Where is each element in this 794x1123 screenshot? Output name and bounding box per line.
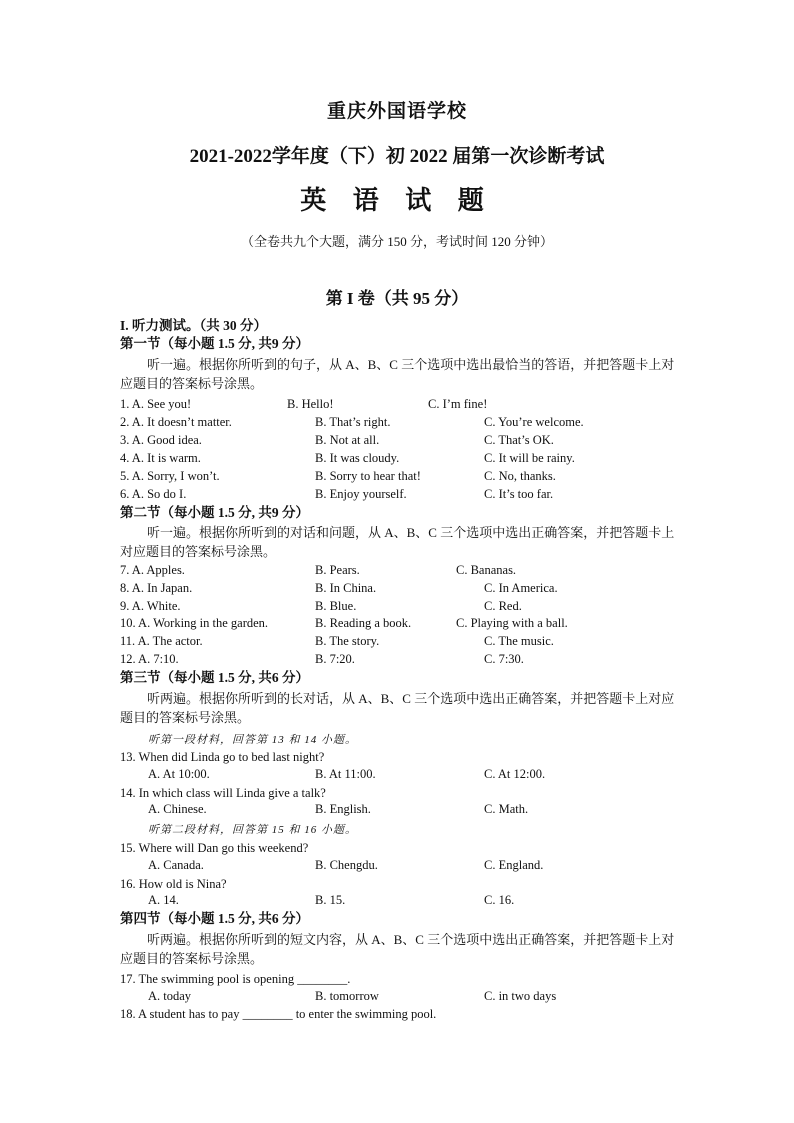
question-16: 16. How old is Nina? [120,877,227,891]
question-1-c: C. I’m fine! [428,397,488,411]
question-3-b: B. Not at all. [315,433,380,447]
section1-instructions: 听一遍。根据你所听到的句子，从 A、B、C 三个选项中选出最恰当的答语，并把答题卡上对应题目的答案标号涂黑。 [120,357,675,391]
question-2-a: 2. A. It doesn’t matter. [120,415,232,429]
question-12-c: C. 7:30. [484,652,524,666]
question-7-c: C. Bananas. [456,563,517,577]
question-2-c: C. You’re welcome. [484,415,584,429]
question-17-b: B. tomorrow [315,989,379,1003]
question-17: 17. The swimming pool is opening ________. [120,972,351,986]
section3-instructions: 听两遍。根据你所听到的长对话，从 A、B、C 三个选项中选出正确答案，并把答题卡上对应题目的答案标号涂黑。 [120,691,675,725]
question-5-b: B. Sorry to hear that! [315,469,421,483]
question-13-a: A. At 10:00. [148,767,210,781]
question-9-c: C. Red. [484,599,522,613]
question-14-a: A. Chinese. [148,802,207,816]
section4-title: 第四节（每小题 1.5 分, 共6 分） [120,911,309,926]
question-15-b: B. Chengdu. [315,858,378,872]
school-name: 重庆外国语学校 [326,101,467,122]
section4-instructions: 听两遍。根据你所听到的短文内容，从 A、B、C 三个选项中选出正确答案，并把答题卡上对应题目的答案标号涂黑。 [120,932,675,966]
section3-note-2: 听第二段材料，回答第 15 和 16 小题。 [148,824,357,836]
question-13-c: C. At 12:00. [484,767,546,781]
question-3-a: 3. A. Good idea. [120,433,202,447]
section1-title: 第一节（每小题 1.5 分, 共9 分） [120,336,309,351]
question-15-a: A. Canada. [148,858,204,872]
question-18: 18. A student has to pay ________ to enter the swimming pool. [120,1007,437,1021]
question-17-a: A. today [148,989,192,1003]
question-14-c: C. Math. [484,802,529,816]
question-12-a: 12. A. 7:10. [120,652,179,666]
question-7-a: 7. A. Apples. [120,563,185,577]
exam-title: 2021-2022学年度（下）初 2022 届第一次诊断考试 [189,146,605,167]
volume-title: 第 I 卷（共 95 分） [325,289,469,308]
question-17-c: C. in two days [484,989,557,1003]
question-10-c: C. Playing with a ball. [456,616,568,630]
question-16-c: C. 16. [484,893,515,907]
question-13-b: B. At 11:00. [315,767,376,781]
question-1-a: 1. A. See you! [120,397,192,411]
question-10-b: B. Reading a book. [315,616,412,630]
question-8-b: B. In China. [315,581,377,595]
section2-title: 第二节（每小题 1.5 分, 共9 分） [120,505,309,520]
question-16-a: A. 14. [148,893,179,907]
question-9-b: B. Blue. [315,599,357,613]
question-14-b: B. English. [315,802,371,816]
question-10-a: 10. A. Working in the garden. [120,616,269,630]
section3-title: 第三节（每小题 1.5 分, 共6 分） [120,670,309,685]
question-14: 14. In which class will Linda give a talk? [120,786,326,800]
section3-note-1: 听第一段材料，回答第 13 和 14 小题。 [148,734,357,746]
question-4-c: C. It will be rainy. [484,451,575,465]
question-6-b: B. Enjoy yourself. [315,487,407,501]
question-2-b: B. That’s right. [315,415,391,429]
question-6-a: 6. A. So do I. [120,487,187,501]
question-11-b: B. The story. [315,634,380,648]
question-3-c: C. That’s OK. [484,433,554,447]
question-11-c: C. The music. [484,634,554,648]
part1-title: I. 听力测试。（共 30 分） [120,318,268,333]
question-15-c: C. England. [484,858,544,872]
subject-title: 英 语 试 题 [300,186,494,215]
question-4-b: B. It was cloudy. [315,451,400,465]
question-8-a: 8. A. In Japan. [120,581,193,595]
question-9-a: 9. A. White. [120,599,181,613]
question-12-b: B. 7:20. [315,652,355,666]
question-7-b: B. Pears. [315,563,360,577]
question-5-c: C. No, thanks. [484,469,556,483]
question-13: 13. When did Linda go to bed last night? [120,750,325,764]
question-8-c: C. In America. [484,581,558,595]
section2-instructions: 听一遍。根据你所听到的对话和问题，从 A、B、C 三个选项中选出正确答案，并把答题卡上对应题目的答案标号涂黑。 [120,525,675,559]
exam-note: （全卷共九个大题，满分 150 分，考试时间 120 分钟） [240,234,553,249]
question-4-a: 4. A. It is warm. [120,451,201,465]
question-15: 15. Where will Dan go this weekend? [120,841,309,855]
question-5-a: 5. A. Sorry, I won’t. [120,469,220,483]
question-16-b: B. 15. [315,893,346,907]
question-11-a: 11. A. The actor. [120,634,203,648]
question-1-b: B. Hello! [287,397,334,411]
question-6-c: C. It’s too far. [484,487,554,501]
